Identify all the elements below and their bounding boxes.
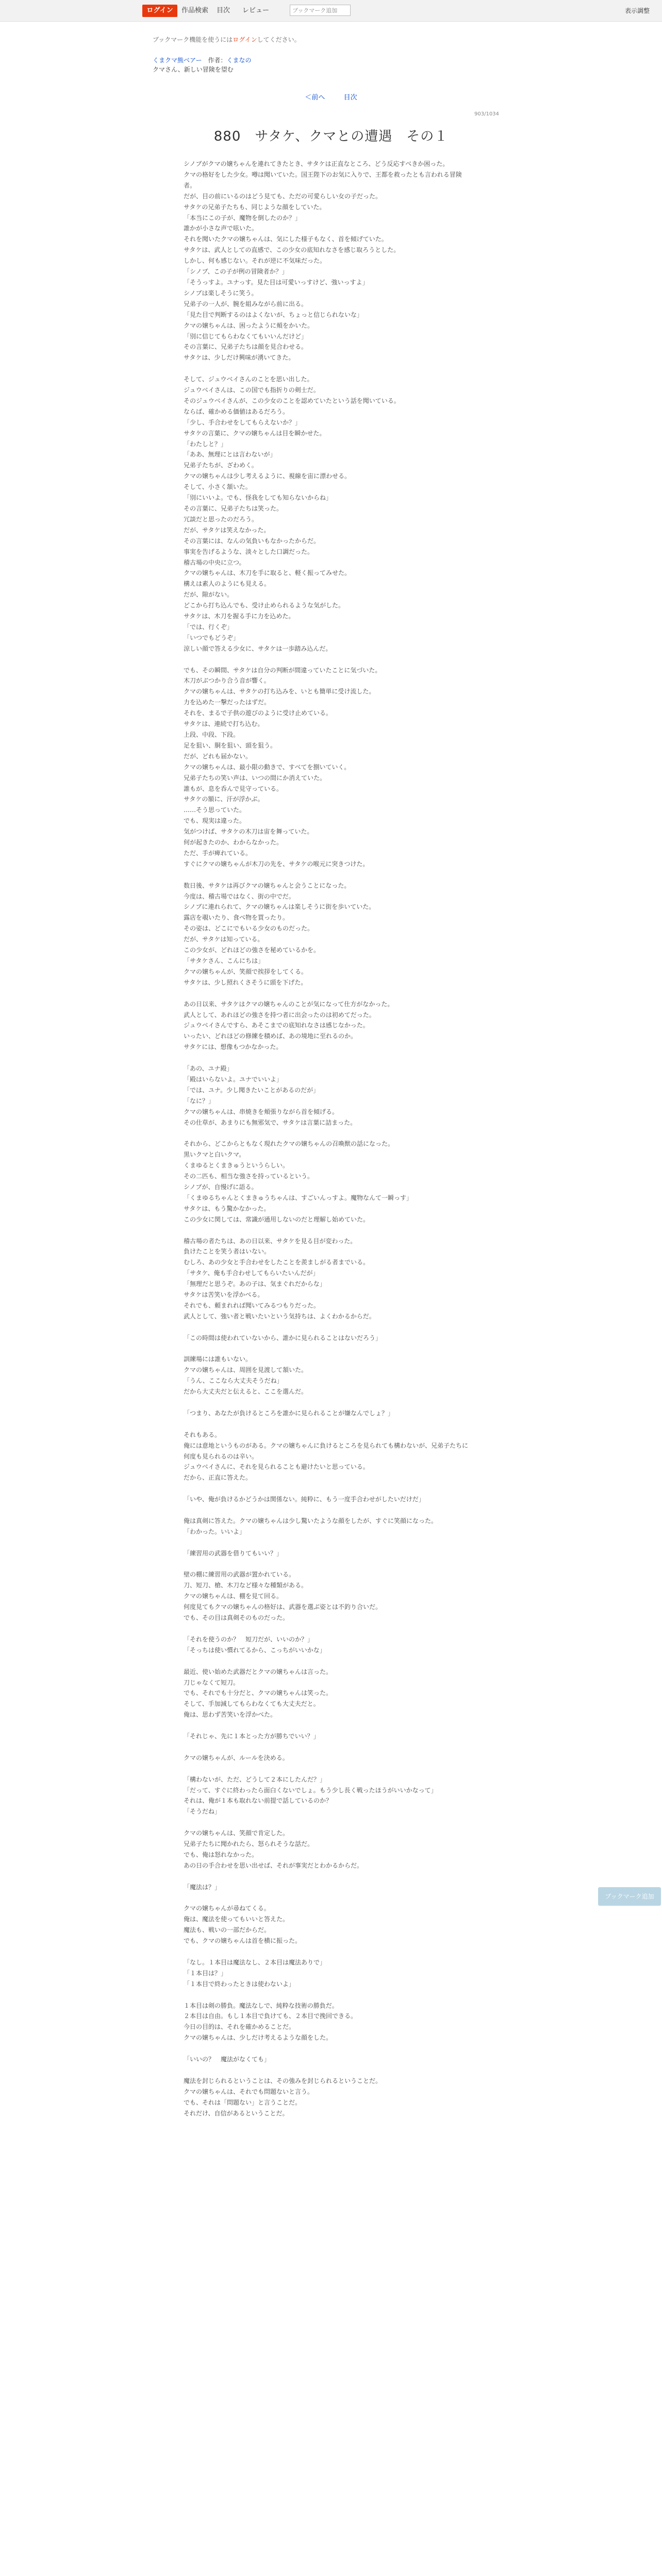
- breadcrumb: [153, 56, 509, 64]
- notice-text: ブックマーク機能を使うには: [153, 36, 233, 43]
- body-paragraph: 「いや、俺が負けるかどうかは関係ない。純粋に、もう一度手合わせがしたいだけだ」: [184, 1496, 425, 1503]
- login-button[interactable]: ログイン: [142, 5, 177, 17]
- pager-top: [153, 92, 509, 101]
- body-paragraph: 「それじゃ、先に１本とった方が勝ちでいい？」: [184, 1733, 320, 1740]
- bookmark-notice: [153, 35, 509, 44]
- body-paragraph: 「この時間は使われていないから、誰かに見られることはないだろう」: [184, 1334, 382, 1342]
- body-paragraph: 数日後、サタケは再びクマの嬢ちゃんと会うことになった。 今度は、稽古場ではなく、街の中でだ。 シノブに連れられて、クマの嬢ちゃんは楽しそうに街を歩いていた。 露店を覗いたり、食べ物を買ったり。 その姿は、どこにでもいる少女のものだった。 だが、サタケは知っている。 この少女が、どれほどの強さを秘めているかを。 「サタケさん、こんにちは」 クマの嬢ちゃんが、笑顔で挨拶をしてくる。 サタケは、少し照れくさそうに頭を下げた。: [184, 882, 375, 986]
- episode-title: 880 サタケ、クマとの遭遇 その１: [213, 129, 449, 144]
- nav-works-link[interactable]: 作品検索: [181, 7, 209, 14]
- body-paragraph: 俺は真剣に答えた。クマの嬢ちゃんは少し驚いたような顔をしたが、すぐに笑顔になった。 「わかった。いいよ」: [184, 1517, 438, 1535]
- body-paragraph: クマの嬢ちゃんが尋ねてくる。 俺は、魔法を使ってもいいと答えた。 魔法も、戦いの一部だからだ。 でも、クマの嬢ちゃんは首を横に振った。: [184, 1905, 302, 1945]
- body-paragraph: 「いいの？ 魔法がなくても」: [184, 2056, 271, 2063]
- body-paragraph: それもある。 俺には意地というものがある。クマの嬢ちゃんに負けるところを見られても構わないが、兄弟子たちに何度も見られるのは辛い。 ジュウベイさんに、それを見られることも避けたいと思っている。 だから、正直に答えた。: [184, 1431, 469, 1482]
- body-paragraph: 最近、使い始めた武器だとクマの嬢ちゃんは言った。 刀じゃなくて短刀。 でも、それでも十分だと、クマの嬢ちゃんは笑った。 そして、手加減してもらわなくても大丈夫だと。 俺は、思わず苦笑いを浮かべた。: [184, 1668, 333, 1719]
- notice-login-link[interactable]: ログイン: [233, 36, 257, 43]
- body-paragraph: 魔法を封じられるということは、その強みを封じられるということだ。 クマの嬢ちゃんは、それでも問題ないと言う。 でも、それは「問題ない」と言うことだ。 それだけ、自信があるということだ。: [184, 2077, 382, 2117]
- top-navigation-bar: [0, 0, 662, 22]
- novel-title-link[interactable]: くまクマ熊ベアー: [153, 57, 202, 64]
- body-paragraph: 「構わないが、ただ、どうして２本にしたんだ？」 「だって、すぐに終わったら面白くないでしょ。もう少し長く戦ったほうがいいかなって」 それは、俺が１本も取れない前提で話しているのか？ 「そうだね」: [184, 1775, 437, 1816]
- prev-episode-link[interactable]: ＜前へ: [305, 94, 325, 101]
- index-link[interactable]: 目次: [343, 94, 357, 101]
- novel-body: [184, 159, 472, 2129]
- body-paragraph: 稽古場の者たちは、あの日以来、サタケを見る目が変わった。 負けたことを笑う者はいない。 むしろ、あの少女と手合わせをしたことを羨ましがる者までいる。 「サタケ、俺も手合わせしてもらいたいんだが」 「無理だと思うぞ。あの子は、気まぐれだからな」 サタケは苦笑いを浮かべる。 それでも、頼まれれば聞いてみるつもりだった。 武人として、強い者と戦いたいという気持ちは、よくわかるからだ。: [184, 1237, 375, 1320]
- body-paragraph: １本目は剣の勝負。魔法なしで、純粋な技術の勝負だ。 ２本目は自由。もし１本目で負けても、２本目で挽回できる。 今日の目的は、それを確かめることだ。 クマの嬢ちゃんは、少しだけ考えるような顔をした。: [184, 2002, 357, 2042]
- body-paragraph: 「それを使うのか？ 短刀だが、いいのか？」 「そっちは使い慣れてるから、こっちがいいかな」: [184, 1635, 326, 1654]
- episode-count: 903/1034: [474, 111, 499, 117]
- body-paragraph: それから、どこからともなく現れたクマの嬢ちゃんの召喚獣の話になった。 黒いクマと白いクマ。 くまゆるとくまきゅうというらしい。 その二匹も、相当な強さを持っているという。 シノブが、自慢げに語る。 「くまゆるちゃんとくまきゅうちゃんは、すごいんっすよ。魔物なんて一瞬っす」 サタケは、もう驚かなかった。 この少女に関しては、常識が通用しないのだと理解し始めていた。: [184, 1140, 413, 1223]
- chapter-name: クマさん、新しい冒険を望む: [153, 66, 234, 73]
- body-paragraph: 「魔法は？」: [184, 1883, 221, 1891]
- body-paragraph: クマの嬢ちゃんが、ルールを決める。: [184, 1754, 289, 1761]
- body-paragraph: でも、その瞬間、サタケは自分の判断が間違っていたことに気づいた。 木刀がぶつかり合う音が響く。 クマの嬢ちゃんは、サタケの打ち込みを、いとも簡単に受け流した。 力を込めた一撃だったはずだ。 それを、まるで子供の遊びのように受け止めている。 サタケは、連続で打ち込む。 上段、中段、下段。 足を狙い、胴を狙い、頭を狙う。 だが、どれも届かない。 クマの嬢ちゃんは、最小限の動きで、すべてを捌いていく。 兄弟子たちの笑い声は、いつの間にか消えていた。 誰もが、息を呑んで見守っている。 サタケの額に、汗が浮かぶ。 ……そう思っていた。 でも、現実は違った。 気がつけば、サタケの木刀は宙を舞っていた。 何が起きたのか、わからなかった。 ただ、手が痺れている。 すぐにクマの嬢ちゃんが木刀の先を、サタケの喉元に突きつけた。: [184, 666, 382, 868]
- nav-index-link[interactable]: 目次: [217, 7, 230, 14]
- author-label: 作者：: [208, 57, 227, 64]
- nav-review-link[interactable]: レビュー: [242, 7, 270, 14]
- author-link[interactable]: くまなの: [226, 57, 252, 64]
- display-settings-link[interactable]: 表示調整: [625, 7, 650, 14]
- notice-text-after: してください。: [257, 36, 301, 43]
- body-paragraph: 壁の棚に練習用の武器が置かれている。 刀、短刀、槍、木刀など様々な種類がある。 クマの嬢ちゃんは、棚を見て回る。 何度見てもクマの嬢ちゃんの格好は、武器を選ぶ姿とは不釣り合いだ。 でも、その目は真剣そのものだった。: [184, 1571, 382, 1622]
- body-paragraph: 「なし。１本目は魔法なし、２本目は魔法ありで」 「１本目は？」 「１本目で終わったときは使わないよ」: [184, 1958, 326, 1988]
- body-paragraph: そして、ジュウベイさんのことを思い出した。 ジュウベイさんは、この国でも指折りの剣士だ。 そのジュウベイさんが、この少女のことを認めていたという話を聞いている。 ならば、確かめる価値はあるだろう。 「少し、手合わせをしてもらえないか？」 サタケの言葉に、クマの嬢ちゃんは目を瞬かせた。 「わたしと？」 「ああ、無理にとは言わないが」 兄弟子たちが、ざわめく。 クマの嬢ちゃんは少し考えるように、視線を宙に漂わせる。 そして、小さく頷いた。 「別にいいよ。でも、怪我をしても知らないからね」 その言葉に、兄弟子たちは笑った。 冗談だと思ったのだろう。 だが、サタケは笑えなかった。 その言葉には、なんの気負いもなかったからだ。 事実を告げるような、淡々とした口調だった。 稽古場の中央に立つ。 クマの嬢ちゃんは、木刀を手に取ると、軽く振ってみせた。 構えは素人のようにも見える。 だが、隙がない。 どこから打ち込んでも、受け止められるような気がした。 サタケは、木刀を握る手に力を込めた。 「では、行くぞ」 「いつでもどうぞ」 涼しい顔で答える少女に、サタケは一歩踏み込んだ。: [184, 376, 400, 652]
- body-paragraph: あの日以来、サタケはクマの嬢ちゃんのことが気になって仕方がなかった。 武人として、あれほどの強さを持つ者に出会ったのは初めてだった。 ジュウベイさんですら、あそこまでの底知れなさは感じなかった。 いったい、どれほどの修練を積めば、あの境地に至れるのか。 サタケには、想像もつかなかった。: [184, 1000, 394, 1051]
- body-paragraph: 「あの、ユナ殿」 「殿はいらないよ。ユナでいいよ」 「では、ユナ。少し聞きたいことがあるのだが」 「なに？」 クマの嬢ちゃんは、串焼きを頬張りながら首を傾げる。 その仕草が、あまりにも無邪気で、サタケは言葉に詰まった。: [184, 1065, 357, 1126]
- body-paragraph: クマの嬢ちゃんは、笑顔で肯定した。 兄弟子たちに聞かれたら、怒られそうな話だ。 でも、俺は怒れなかった。 あの日の手合わせを思い出せば、それが事実だとわかるからだ。: [184, 1829, 363, 1869]
- body-paragraph: 「つまり、あなたが負けるところを誰かに見られることが嫌なんでしょ？」: [184, 1409, 394, 1417]
- body-paragraph: 「練習用の武器を借りてもいい？」: [184, 1549, 283, 1557]
- bookmark-add-box[interactable]: ブックマーク追加: [290, 5, 351, 16]
- body-paragraph: 訓練場には誰もいない。 クマの嬢ちゃんは、周囲を見渡して頷いた。 「うん、ここなら大丈夫そうだね」 だから大丈夫だと伝えると、ここを選んだ。: [184, 1355, 308, 1396]
- body-paragraph: シノブがクマの嬢ちゃんを連れてきたとき、サタケは正直なところ、どう反応すべきか困った。 クマの格好をした少女。噂は聞いていた。国王陛下のお気に入りで、王都を救ったとも言われる冒険者。 だが、目の前にいるのはどう見ても、ただの可愛らしい女の子だった。 サタケの兄弟子たちも、同じような顔をしていた。 「本当にこの子が、魔物を倒したのか？」 誰かが小さな声で呟いた。 それを聞いたクマの嬢ちゃんは、気にした様子もなく、首を傾げていた。 サタケは、武人としての直感で、この少女の底知れなさを感じ取ろうとした。 しかし、何も感じない。それが逆に不気味だった。 「シノブ、この子が例の冒険者か？」 「そうっすよ。ユナっす。見た目は可愛いっすけど、強いっすよ」 シノブは楽しそうに笑う。 兄弟子の一人が、腕を組みながら前に出る。 「見た目で判断するのはよくないが、ちょっと信じられないな」 クマの嬢ちゃんは、困ったように頬をかいた。 「別に信じてもらわなくてもいいんだけど」 その言葉に、兄弟子たちは顔を見合わせる。 サタケは、少しだけ興味が湧いてきた。: [184, 160, 462, 362]
- floating-bookmark-button[interactable]: ブックマーク追加: [598, 1887, 661, 1906]
